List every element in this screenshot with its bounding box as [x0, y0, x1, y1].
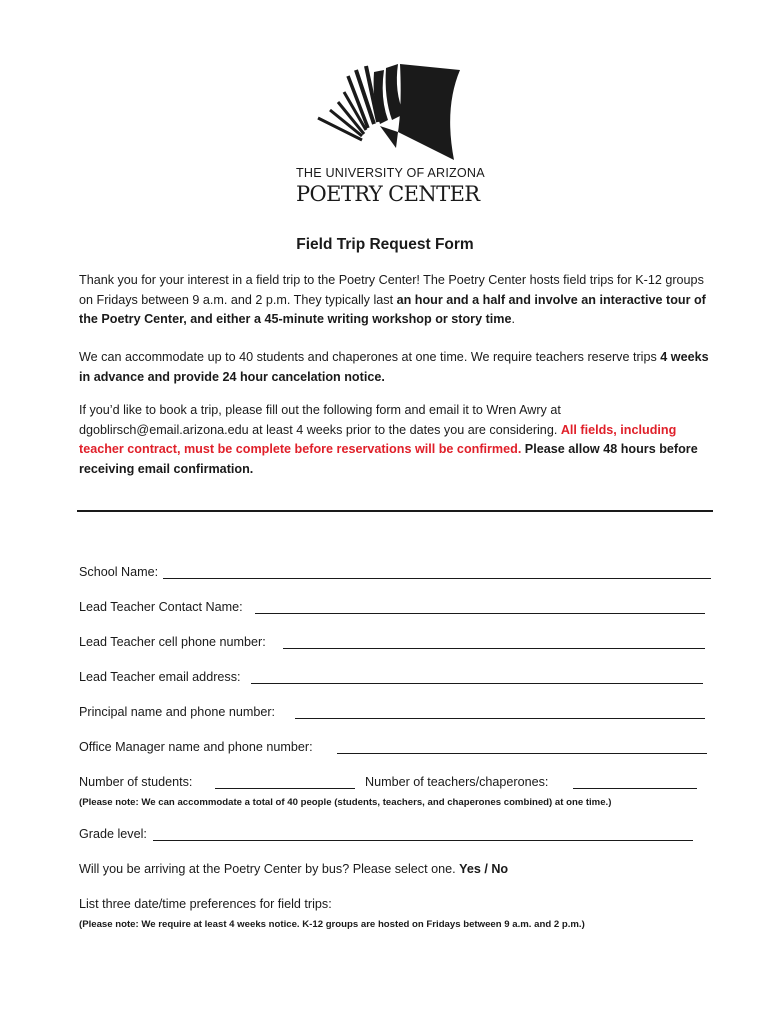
lead-teacher-email-label: Lead Teacher email address: [79, 670, 241, 684]
lead-teacher-cell-row [79, 635, 266, 653]
intro-p2-text: We can accommodate up to 40 students and chaperones at one time. We require teachers reserve trips [79, 350, 661, 364]
intro-p1-bold: an hour and a half and involve an interactive tour of the Poetry Center, and either a 45-minute writing workshop or story time [79, 292, 706, 327]
num-teachers-label: Number of teachers/chaperones: [365, 775, 549, 789]
logo-university-text: THE UNIVERSITY OF ARIZONA [296, 166, 485, 180]
intro-p3-text: If you’d like to book a trip, please fill out the following form and email it to Wren Awry at dgoblirsch@email.arizona.edu at least 4 weeks prior to the dates you are considering. [79, 403, 561, 437]
school-name-field[interactable] [163, 578, 711, 579]
bus-row [79, 862, 508, 880]
lead-teacher-email-field[interactable] [251, 683, 703, 684]
intro-p1-text: Thank you for your interest in a field trip to the Poetry Center! The Poetry Center hosts field trips for K-12 groups on Fridays between 9 a.m. and 2 p.m. They typically last [79, 273, 704, 307]
page-title: Field Trip Request Form [296, 236, 474, 253]
intro-paragraph-2 [79, 348, 719, 387]
principal-row [79, 705, 275, 723]
school-name-row [79, 565, 158, 583]
poetry-center-logo [296, 62, 496, 212]
counts-row [79, 775, 549, 793]
principal-field[interactable] [295, 718, 705, 719]
lead-teacher-cell-label: Lead Teacher cell phone number: [79, 635, 266, 649]
grade-level-row [79, 827, 147, 845]
date-prefs-label: List three date/time preferences for field trips: [79, 897, 332, 911]
open-book-logo-icon [314, 62, 464, 162]
intro-p3-bold: Please allow 48 hours before receiving email confirmation. [79, 442, 698, 476]
lead-teacher-contact-row [79, 600, 243, 618]
lead-teacher-contact-label: Lead Teacher Contact Name: [79, 600, 243, 614]
lead-teacher-cell-field[interactable] [283, 648, 705, 649]
school-name-label: School Name: [79, 565, 159, 579]
num-students-field[interactable] [215, 788, 355, 789]
intro-paragraph-1 [79, 271, 719, 330]
grade-level-label: Grade level: [79, 827, 147, 841]
intro-p1-end: . [511, 312, 515, 327]
office-manager-field[interactable] [337, 753, 707, 754]
num-students-label: Number of students: [79, 775, 193, 789]
grade-level-field[interactable] [153, 840, 693, 841]
principal-label: Principal name and phone number: [79, 705, 276, 719]
office-manager-label: Office Manager name and phone number: [79, 740, 313, 754]
office-manager-row [79, 740, 313, 758]
bus-question-label: Will you be arriving at the Poetry Center by bus? Please select one. [79, 862, 456, 876]
capacity-note: (Please note: We can accommodate a total of 40 people (students, teachers, and chaperones combined) at one time.) [79, 797, 612, 808]
section-divider [77, 510, 713, 512]
date-prefs-row [79, 897, 332, 915]
intro-p2-bold: 4 weeks in advance and provide 24 hour cancelation notice. [79, 350, 709, 384]
notice-note: (Please note: We require at least 4 weeks notice. K-12 groups are hosted on Fridays between 9 a.m. and 2 p.m.) [79, 919, 585, 930]
intro-p3-warning: All fields, including teacher contract, must be complete before reservations will be confirmed. [79, 422, 677, 457]
logo-center-text: POETRY CENTER [296, 182, 480, 206]
bus-yes-no-options[interactable]: Yes / No [459, 862, 509, 876]
num-teachers-field[interactable] [573, 788, 697, 789]
lead-teacher-contact-field[interactable] [255, 613, 705, 614]
lead-teacher-email-row [79, 670, 241, 688]
intro-paragraph-3 [79, 401, 719, 479]
